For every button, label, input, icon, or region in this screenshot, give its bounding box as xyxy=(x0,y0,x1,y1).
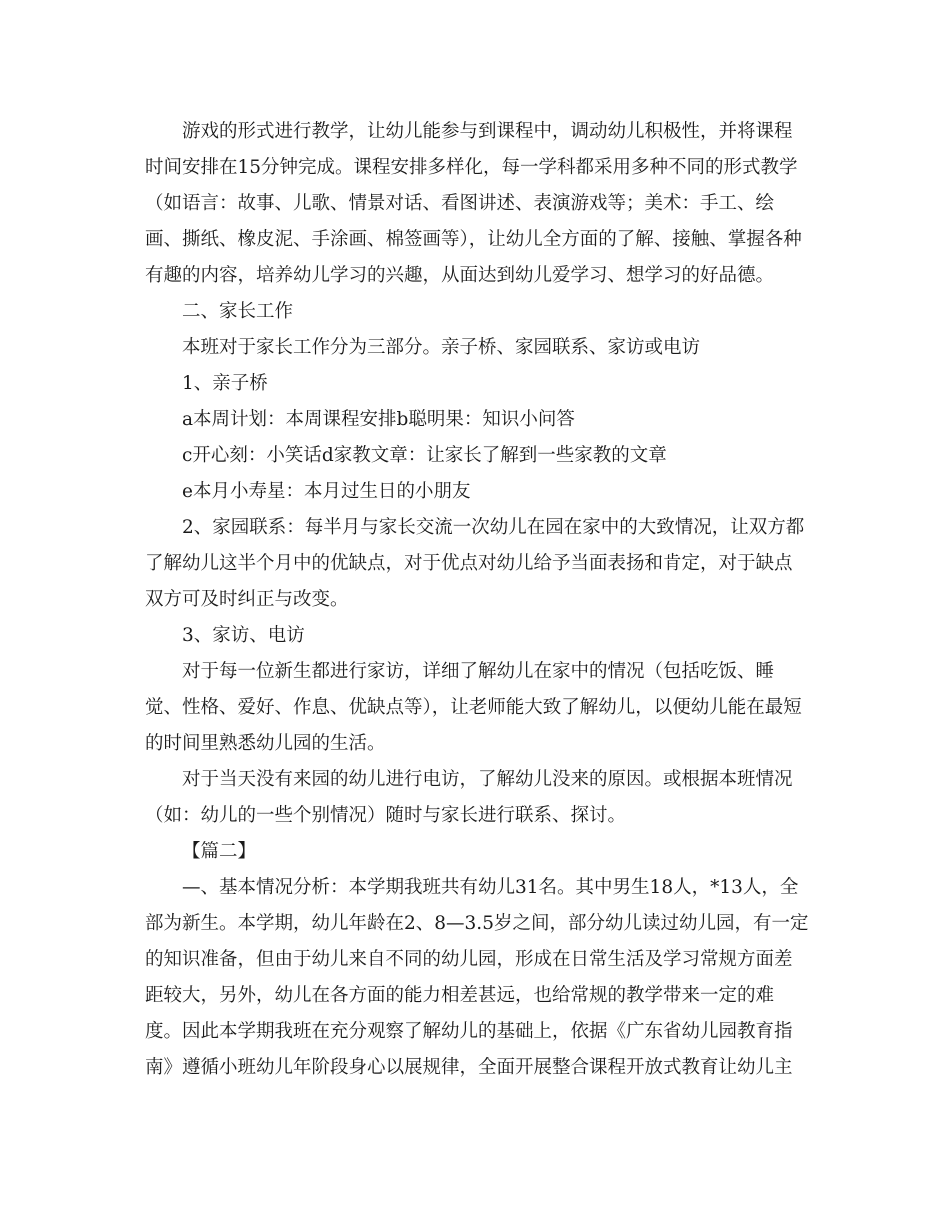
paragraph-activity-teaching: 游戏的形式进行教学，让幼儿能参与到课程中，调动幼儿积极性，并将课程时间安排在15分钟完成。课程安排多样化，每一学科都采用多种不同的形式教学（如语言：故事、儿歌、情景对话、看图讲述、表演游戏等；美术：手工、绘画、撕纸、橡皮泥、手涂画、棉签画等），让幼儿全方面的了解、接触、掌握各种有趣的内容，培养幼儿学习的兴趣，从面达到幼儿爱学习、想学习的好品德。 xyxy=(145,121,802,286)
list-item-c-d: c开心刻：小笑话d家教文章：让家长了解到一些家教的文章 xyxy=(182,445,667,466)
document-body xyxy=(145,114,810,1086)
paragraph-phone-visit: 对于当天没有来园的幼儿进行电访，了解幼儿没来的原因。或根据本班情况（如：幼儿的一些个别情况）随时与家长进行联系、探讨。 xyxy=(145,769,793,826)
paragraph-basic-situation: —、基本情况分析：本学期我班共有幼儿31名。其中男生18人，*13人，全部为新生。本学期，幼儿年龄在2、8—3.5岁之间，部分幼儿读过幼儿园，有一定的知识准备，但由于幼儿来自不同的幼儿园，形成在日常生活及学习常规方面差距较大，另外，幼儿在各方面的能力相差甚远，也给常规的教学带来一定的难度。因此本学期我班在充分观察了解幼儿的基础上，依据《广东省幼儿园教育指南》遵循小班幼儿年阶段身心以展规律，全面开展整合课程开放式教育让幼儿主 xyxy=(145,877,809,1078)
subheading-home-visit-phone: 3、家访、电访 xyxy=(182,625,305,646)
section-heading-part-two: 【篇二】 xyxy=(182,841,257,862)
list-item-e: e本月小寿星：本月过生日的小朋友 xyxy=(182,481,471,502)
paragraph-home-school-contact: 2、家园联系：每半月与家长交流一次幼儿在园在家中的大致情况，让双方都了解幼儿这半个月中的优缺点，对于优点对幼儿给予当面表扬和肯定，对于缺点双方可及时纠正与改变。 xyxy=(145,517,805,610)
paragraph-home-visit: 对于每一位新生都进行家访，详细了解幼儿在家中的情况（包括吃饭、睡觉、性格、爱好、作息、优缺点等），让老师能大致了解幼儿，以便幼儿能在最短的时间里熟悉幼儿园的生活。 xyxy=(145,661,802,754)
subheading-parent-child-bridge: 1、亲子桥 xyxy=(182,373,268,394)
list-item-a-b: a本周计划：本周课程安排b聪明果：知识小问答 xyxy=(182,409,575,430)
paragraph-parent-work-intro: 本班对于家长工作分为三部分。亲子桥、家园联系、家访或电访 xyxy=(182,337,701,358)
heading-parent-work: 二、家长工作 xyxy=(182,301,294,322)
